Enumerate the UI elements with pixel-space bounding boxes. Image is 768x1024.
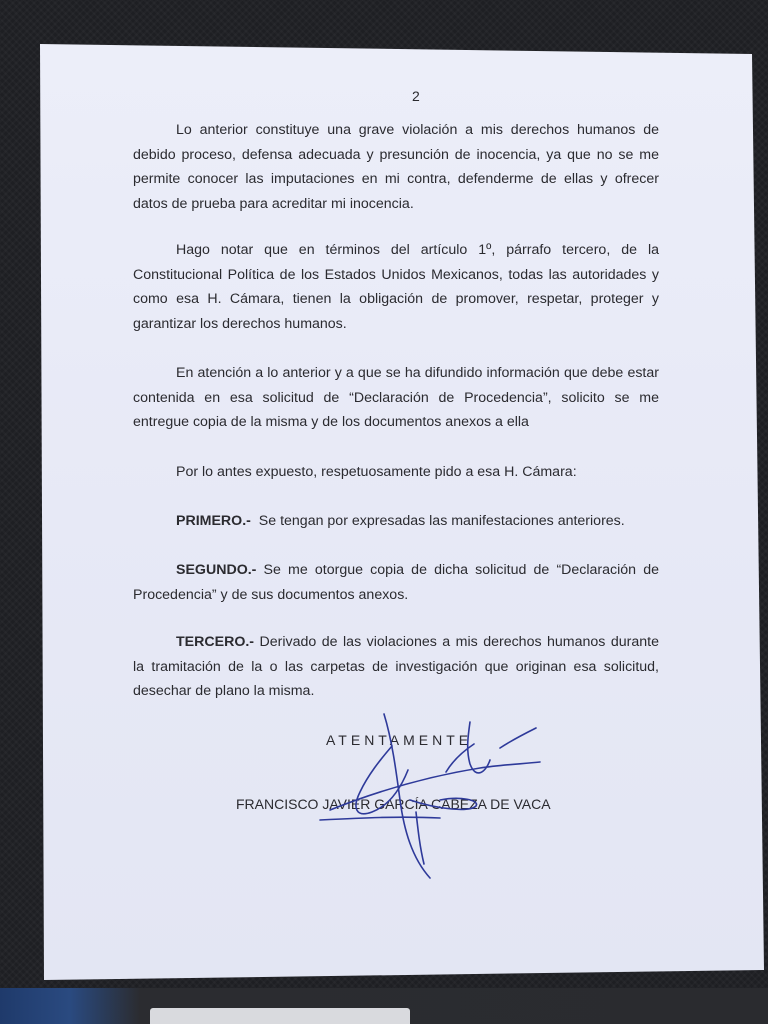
page-number: 2 [412,88,420,104]
petition-segundo [133,558,659,607]
paragraph-4: Por lo antes expuesto, respetuosamente pido a esa H. Cámara: [176,464,577,480]
petition-primero [133,509,659,534]
petition-tercero [133,630,659,704]
closing-salutation: ATENTAMENTE [326,732,473,748]
petition-label: SEGUNDO.- [176,562,257,578]
background-object [150,1008,410,1024]
petition-text: Se me otorgue copia de dicha solicitud de “Declaración de Procedencia” y de sus documentos anexos. [133,562,659,603]
petition-label: PRIMERO.- [176,513,251,529]
petition-label: TERCERO.- [176,634,255,650]
petition-text: Se tengan por expresadas las manifestaciones anteriores. [258,513,625,529]
paragraph-1: Lo anterior constituye una grave violación a mis derechos humanos de debido proceso, defensa adecuada y presunción de inocencia, ya que no se me permite conocer las imputaciones en mi contra, defenderme de ellas y ofrecer datos de prueba para acreditar mi inocencia. [133,122,659,212]
signer-name: FRANCISCO JAVIER GARCÍA CABEZA DE VACA [236,796,551,812]
paragraph-3: En atención a lo anterior y a que se ha difundido información que debe estar contenida en esa solicitud de “Declaración de Procedencia”, solicito se me entregue copia de la misma y de los documentos anexos a ella [133,365,659,430]
petition-text: Derivado de las violaciones a mis derechos humanos durante la tramitación de la o las carpetas de investigación que originan esa solicitud, desechar de plano la misma. [133,634,659,699]
paragraph-2: Hago notar que en términos del artículo 1º, párrafo tercero, de la Constitucional Política de los Estados Unidos Mexicanos, todas las autoridades y como esa H. Cámara, tienen la obligación de promover, respetar, proteger y garantizar los derechos humanos. [133,242,659,332]
